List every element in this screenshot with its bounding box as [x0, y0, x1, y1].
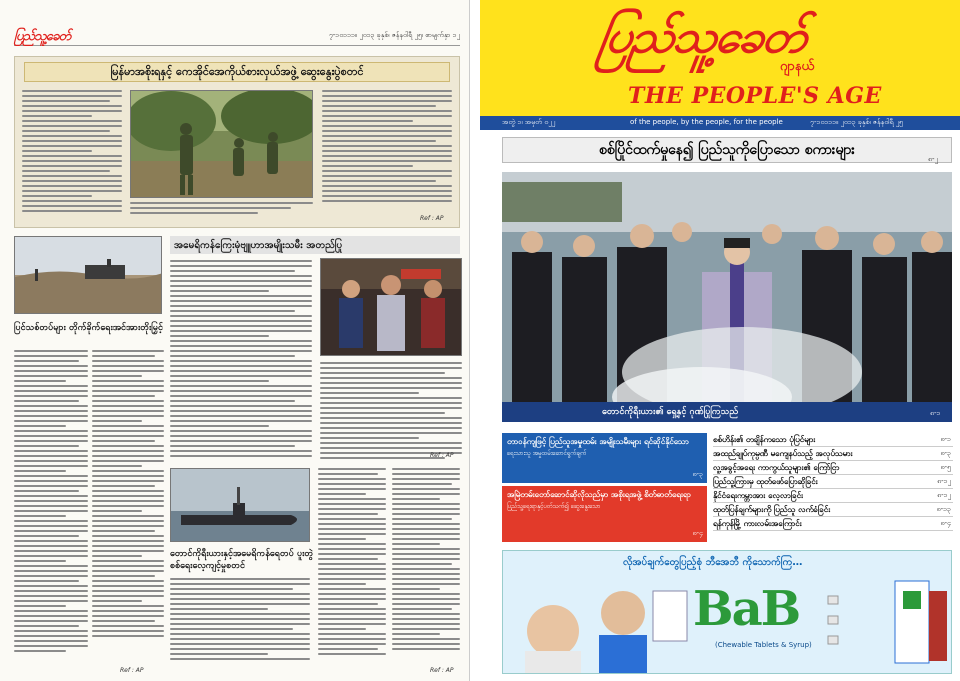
promo-red-text: အမြဲတမ်းတော်ဆောင်ဆိုလိုသည်မှာ အစိုးရအဖွဲ့ စိတ်ဓာတ်ရေးရာ: [507, 490, 691, 499]
submarine-photo: [170, 468, 310, 542]
left-page-date: ၇-၁ဝ၁၁၁။ ၂၀၁၃ ခုနှစ်၊ ဇန်နဝါရီ ၂၅၊ စာမျက်နှာ ၁၂: [328, 31, 460, 39]
bottom-story-headline: တောင်ကိုရီးယားနှင့်အမေရိကန်ရေတပ် ပူးတွဲစစ်ရေးလေ့ကျင့်မှုစတင်: [170, 549, 314, 571]
artillery-photo: [14, 236, 162, 314]
toc-item[interactable]: နိုင်ငံရေးကမ္ဘာအား လေ့လာခြင်း ၈-၁၂: [713, 489, 953, 503]
lead-page-ref: ၈-၂: [928, 155, 938, 163]
soldiers-photo: [130, 90, 313, 198]
middle-story-headline: အမေရိကန်ကြေးမုံဗျူဟာအမျိုးသမီး အတည်ပြု: [170, 236, 460, 254]
left-story-headline: ပြင်သစ်တပ်များ တိုက်ခိုက်ရေးအင်အားတိုးမြှင့်: [14, 323, 163, 333]
lead-photo-caption: တောင်ကိုရီးယား၏ ရှေ့နှင့် ဂုဏ်ပြုကြသည်: [502, 402, 952, 422]
toc-item[interactable]: လူ့အခွင့်အရေး ကာကွယ်သူများ၏ ကြော်ငြာ ၈-၅: [713, 461, 953, 475]
masthead: [480, 0, 960, 116]
desert-illustration: [15, 237, 162, 314]
bottom-story-credit: Ref : AP: [430, 667, 454, 674]
promo-blue-page: ၈-၃: [692, 470, 703, 478]
bab-advertisement[interactable]: [502, 550, 952, 674]
crowd-illustration: [321, 259, 462, 356]
toc-item[interactable]: စစ်ဟိန်း၏ တချိန်ကသော ပုံပြင်များ ၈-၁: [713, 433, 953, 447]
top-story-column-2: [322, 90, 452, 210]
promo-blue-text: တာဝန်ကျဖြင့် ပြည်သူအမှုထမ်း အမျိုးသမီးများ ရင်ဆိုင်နိုင်သော: [507, 437, 689, 446]
masthead-sub: ဂျာနယ်: [780, 59, 815, 74]
promo-blue-small: ရေးသားသူ အမှုထမ်းဆောင်ရွက်ချက်: [507, 450, 587, 457]
top-story-caption-lines: [130, 202, 313, 220]
issue-number: အတွဲ ၁၊ အမှတ် ၀၂၂: [502, 118, 556, 126]
top-story-credit: Ref : AP: [420, 215, 444, 222]
soldiers-illustration: [131, 91, 313, 198]
motto: of the people, by the people, for the people: [630, 118, 783, 126]
left-story-credit: Ref : AP: [120, 667, 144, 674]
ad-product-type: (Chewable Tablets & Syrup): [715, 641, 812, 649]
promo-red-page: ၈-၄: [692, 529, 703, 537]
masthead-english-title: THE PEOPLE'S AGE: [628, 83, 882, 109]
top-story-headline: မြန်မာအစိုးရနှင့် ကေအိုင်အေကိုယ်စားလှယ်အဖွဲ့ ဆွေးနွေးပွဲစတင်: [24, 62, 450, 82]
lead-photo: [502, 172, 952, 422]
bottom-story-column-2: [318, 468, 386, 664]
lead-headline: စစ်ပြိုင်ထက်မှုနေ၍ ပြည်သူကိုပြောသော စကားများ: [502, 137, 952, 163]
protest-photo: [320, 258, 462, 356]
issue-info-bar: [480, 116, 960, 130]
issue-date: ၇-၁ဝ၁၁၁။ ၂၀၁၃ ခုနှစ်၊ ဇန်နဝါရီ ၂၅: [810, 118, 903, 126]
promo-red-small: ပြည်သူ့ရေးရာနှင့်ပတ်သက်၍ ဆွေးနွေးသော: [507, 503, 601, 510]
bottom-story-column-1: [170, 578, 310, 664]
promo-blue[interactable]: [502, 433, 707, 483]
toc-item[interactable]: အထည်ချုပ်ကုမ္ပဏီ မကျေနပ်သည့် အလုပ်သမား ၈-၃: [713, 447, 953, 461]
ceremony-illustration: [502, 172, 952, 422]
masthead-logo: ပြည်သူ့ခေတ်: [594, 9, 810, 63]
bottom-story-column-3: [392, 468, 460, 658]
left-story-column-2: [92, 350, 164, 660]
ad-tagline: လိုအပ်ချက်တွေပြည့်စုံ ဘီအေဘီ ကိုသောက်ကြ…: [623, 557, 803, 568]
left-page-logo: ပြည်သူ့ခေတ်: [14, 29, 71, 44]
toc-item[interactable]: ရန်ကုန်မြို့ ကားလမ်းအကြောင်း ၈-၄: [713, 517, 953, 531]
caption-page-ref: ၈-၁: [930, 409, 941, 417]
top-story-column-1: [22, 90, 122, 218]
middle-story-column-2: [320, 362, 462, 462]
promo-red[interactable]: [502, 486, 707, 542]
front-page: [480, 0, 960, 681]
table-of-contents: [713, 433, 953, 546]
middle-story-credit: Ref : AP: [430, 452, 454, 459]
toc-item[interactable]: ထုတ်ပြန်ချက်များကို ပြည်သူ လက်ခံခြင်း ၈-၁၃: [713, 503, 953, 517]
left-newspaper-page: [0, 0, 470, 681]
left-page-header: [14, 28, 460, 46]
harbor-illustration: [171, 469, 310, 542]
middle-story-column-1: [170, 260, 312, 460]
left-story-column-1: [14, 350, 88, 660]
toc-item[interactable]: ပြည်သူ့ကြားမှ ထုတ်ဖော်ပြောဆိုခြင်း ၈-၁၂: [713, 475, 953, 489]
ad-brand: BaB: [693, 581, 800, 637]
